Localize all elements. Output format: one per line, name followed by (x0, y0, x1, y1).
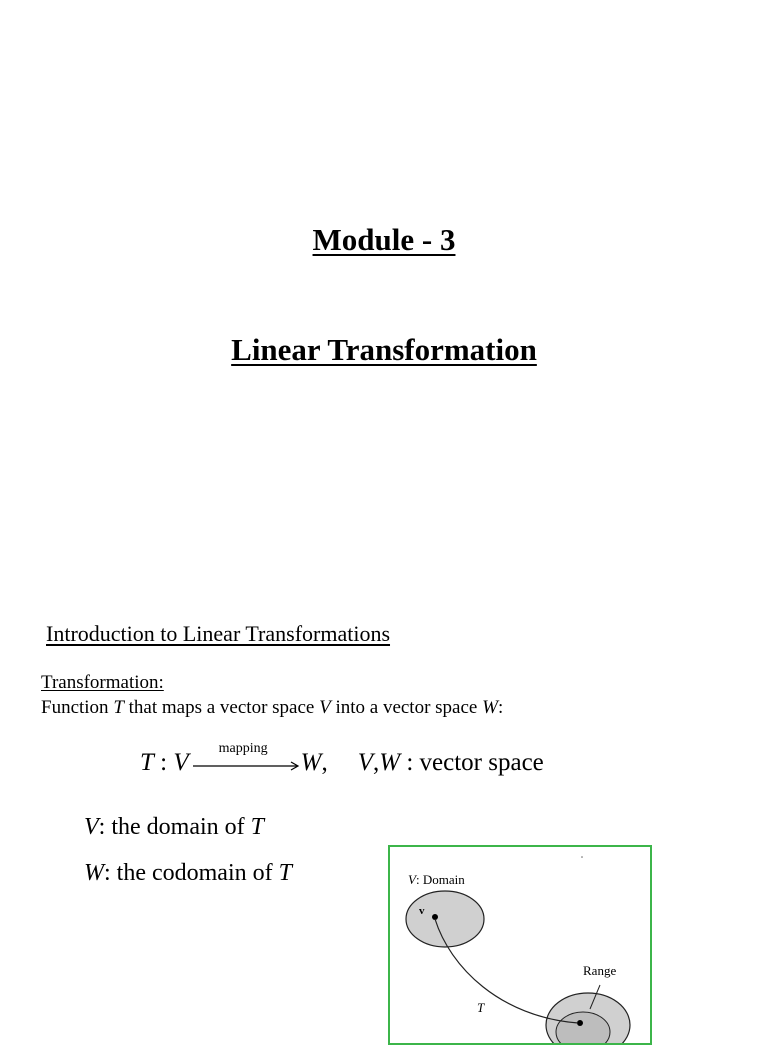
range-label: Range (583, 963, 617, 978)
text-fragment: into a vector space (330, 697, 483, 718)
text-fragment: Function (41, 697, 114, 718)
domain-var: V (84, 814, 99, 840)
formula-W: W (300, 749, 322, 776)
var-T: T (113, 697, 124, 718)
vector-label: v (419, 905, 425, 917)
formula-V2: V (357, 749, 373, 776)
codomain-var: W (84, 860, 104, 886)
mapping-diagram (388, 845, 652, 1045)
mapping-label: mapping (218, 741, 268, 757)
page-title: Linear Transformation (231, 332, 537, 367)
domain-label-text: : Domain (415, 872, 465, 887)
mapping-formula (140, 741, 544, 777)
var-W: W (482, 697, 498, 718)
codomain-text: : the codomain of (104, 860, 279, 886)
var-V: V (319, 697, 331, 718)
mapping-arrow (193, 741, 301, 774)
domain-definition (84, 814, 264, 841)
formula-V: V (173, 749, 189, 776)
domain-ellipse (406, 891, 484, 947)
formula-colon: : (153, 749, 174, 776)
arrow-icon (193, 760, 301, 772)
codomain-definition (84, 860, 292, 887)
speck (581, 856, 583, 858)
domain-text: : the domain of (98, 814, 251, 840)
formula-comma2: , (373, 749, 380, 776)
domain-label-var: V (408, 872, 416, 887)
function-definition (41, 697, 503, 719)
formula-T: T (140, 749, 154, 776)
formula-comma: , (321, 749, 328, 776)
formula-W2: W (379, 749, 401, 776)
text-fragment: : (497, 697, 504, 718)
section-heading: Introduction to Linear Transformations (46, 621, 391, 646)
module-title: Module - 3 (312, 222, 456, 257)
text-fragment: that maps a vector space (123, 697, 320, 718)
transformation-label: Transformation: (41, 672, 164, 693)
codomain-T: T (278, 860, 292, 886)
formula-vector-space: : vector space (400, 749, 544, 776)
map-label: T (477, 1000, 485, 1015)
domain-T: T (250, 814, 264, 840)
domain-label (408, 872, 465, 888)
